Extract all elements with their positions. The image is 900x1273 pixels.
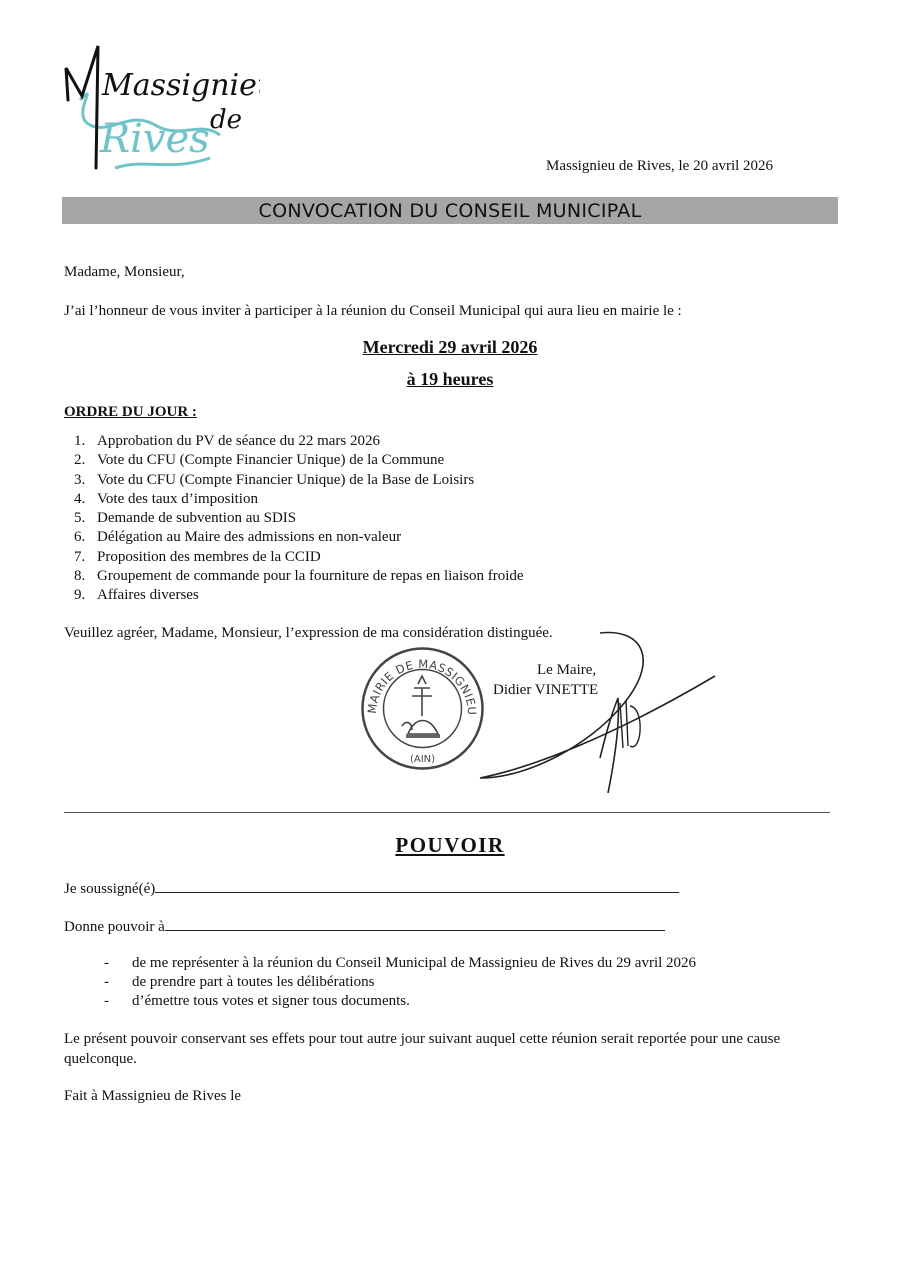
mandate-item: - de prendre part à toutes les délibérations: [104, 974, 375, 990]
agenda-item-text: Vote du CFU (Compte Financier Unique) de la Base de Loisirs: [97, 471, 475, 488]
agenda-item-number: 8.: [74, 568, 86, 585]
proxy-title: POUVOIR: [395, 833, 505, 857]
logo-text-line3: Rives: [100, 116, 210, 162]
mandate-item: - de me représenter à la réunion du Conseil Municipal de Massignieu de Rives du 29 avril 2026: [104, 955, 697, 971]
agenda-item-text: Proposition des membres de la CCID: [97, 548, 321, 565]
signed-at-line: Fait à Massignieu de Rives le: [64, 1088, 242, 1104]
logo-text-line1: Massignieu: [102, 68, 260, 103]
seal-top-text: MAIRIE DE MASSIGNIEU: [364, 656, 480, 716]
agenda-item: [64, 567, 524, 586]
proxy-recipient-row: [64, 916, 665, 936]
intro-paragraph: J’ai l’honneur de vous inviter à participer à la réunion du Conseil Municipal qui aura lieu en mairie le :: [64, 303, 682, 319]
agenda-item: [64, 432, 524, 451]
agenda-item: [64, 509, 524, 528]
recipient-name-blank[interactable]: [165, 916, 665, 931]
agenda-item-number: 4.: [74, 490, 86, 507]
title-bar: [62, 197, 838, 224]
recipient-label: Donne pouvoir à: [64, 919, 165, 935]
agenda-item-number: 5.: [74, 510, 86, 527]
agenda-item: [64, 586, 524, 605]
agenda-item-text: Vote du CFU (Compte Financier Unique) de la Commune: [97, 452, 445, 469]
agenda-item: [64, 548, 524, 567]
agenda-list: [64, 432, 524, 606]
agenda-item: [64, 451, 524, 470]
agenda-item-text: Groupement de commande pour la fourniture de repas en liaison froide: [97, 568, 524, 585]
agenda-item-text: Vote des taux d’imposition: [97, 490, 258, 507]
meeting-time: à 19 heures: [406, 369, 494, 389]
mayor-name: Didier VINETTE: [493, 682, 599, 698]
mandate-text: de me représenter à la réunion du Conseil Municipal de Massignieu de Rives du 29 avril 2026: [132, 955, 697, 971]
agenda-item-number: 2.: [74, 452, 86, 469]
agenda-item: [64, 490, 524, 509]
agenda-item-number: 1.: [74, 433, 86, 449]
proxy-validity-paragraph: Le présent pouvoir conservant ses effets pour tout autre jour suivant auquel cette réunion serait reportée pour une cause quelconque.: [64, 1031, 781, 1067]
agenda-item-number: 9.: [74, 587, 86, 604]
agenda-item-text: Délégation au Maire des admissions en non-valeur: [97, 529, 402, 546]
meeting-date: Mercredi 29 avril 2026: [362, 337, 538, 357]
greeting: Madame, Monsieur,: [64, 264, 185, 280]
seal-bottom-text: (AIN): [409, 754, 436, 765]
agenda-item-text: Affaires diverses: [97, 587, 199, 604]
agenda-title: ORDRE DU JOUR :: [64, 404, 197, 420]
agenda-item-number: 6.: [74, 529, 86, 546]
proxy-signatory-row: [64, 878, 679, 898]
agenda-item-number: 7.: [74, 548, 86, 565]
mandate-text: d’émettre tous votes et signer tous documents.: [132, 993, 410, 1009]
mandate-text: de prendre part à toutes les délibérations: [132, 974, 375, 990]
logo-text-line2: de: [210, 105, 243, 135]
mayor-title: Le Maire,: [537, 662, 597, 678]
proxy-mandate-list: [104, 954, 696, 1011]
agenda-item-text: Approbation du PV de séance du 22 mars 2026: [97, 433, 381, 449]
municipality-logo: [60, 40, 260, 175]
document-title: CONVOCATION DU CONSEIL MUNICIPAL: [258, 200, 642, 222]
mayor-signature: [470, 628, 730, 798]
agenda-item-number: 3.: [74, 471, 86, 488]
official-seal-stamp: [360, 646, 485, 771]
agenda-item: [64, 471, 524, 490]
section-divider: [64, 812, 830, 813]
place-date: Massignieu de Rives, le 20 avril 2026: [546, 158, 774, 174]
signatory-label: Je soussigné(é): [64, 881, 156, 897]
signatory-name-blank[interactable]: [155, 878, 679, 893]
closing-formula: Veuillez agréer, Madame, Monsieur, l’expression de ma considération distinguée.: [64, 625, 553, 641]
mandate-item: - d’émettre tous votes et signer tous documents.: [104, 993, 410, 1009]
agenda-item: [64, 528, 524, 547]
agenda-item-text: Demande de subvention au SDIS: [97, 510, 297, 527]
